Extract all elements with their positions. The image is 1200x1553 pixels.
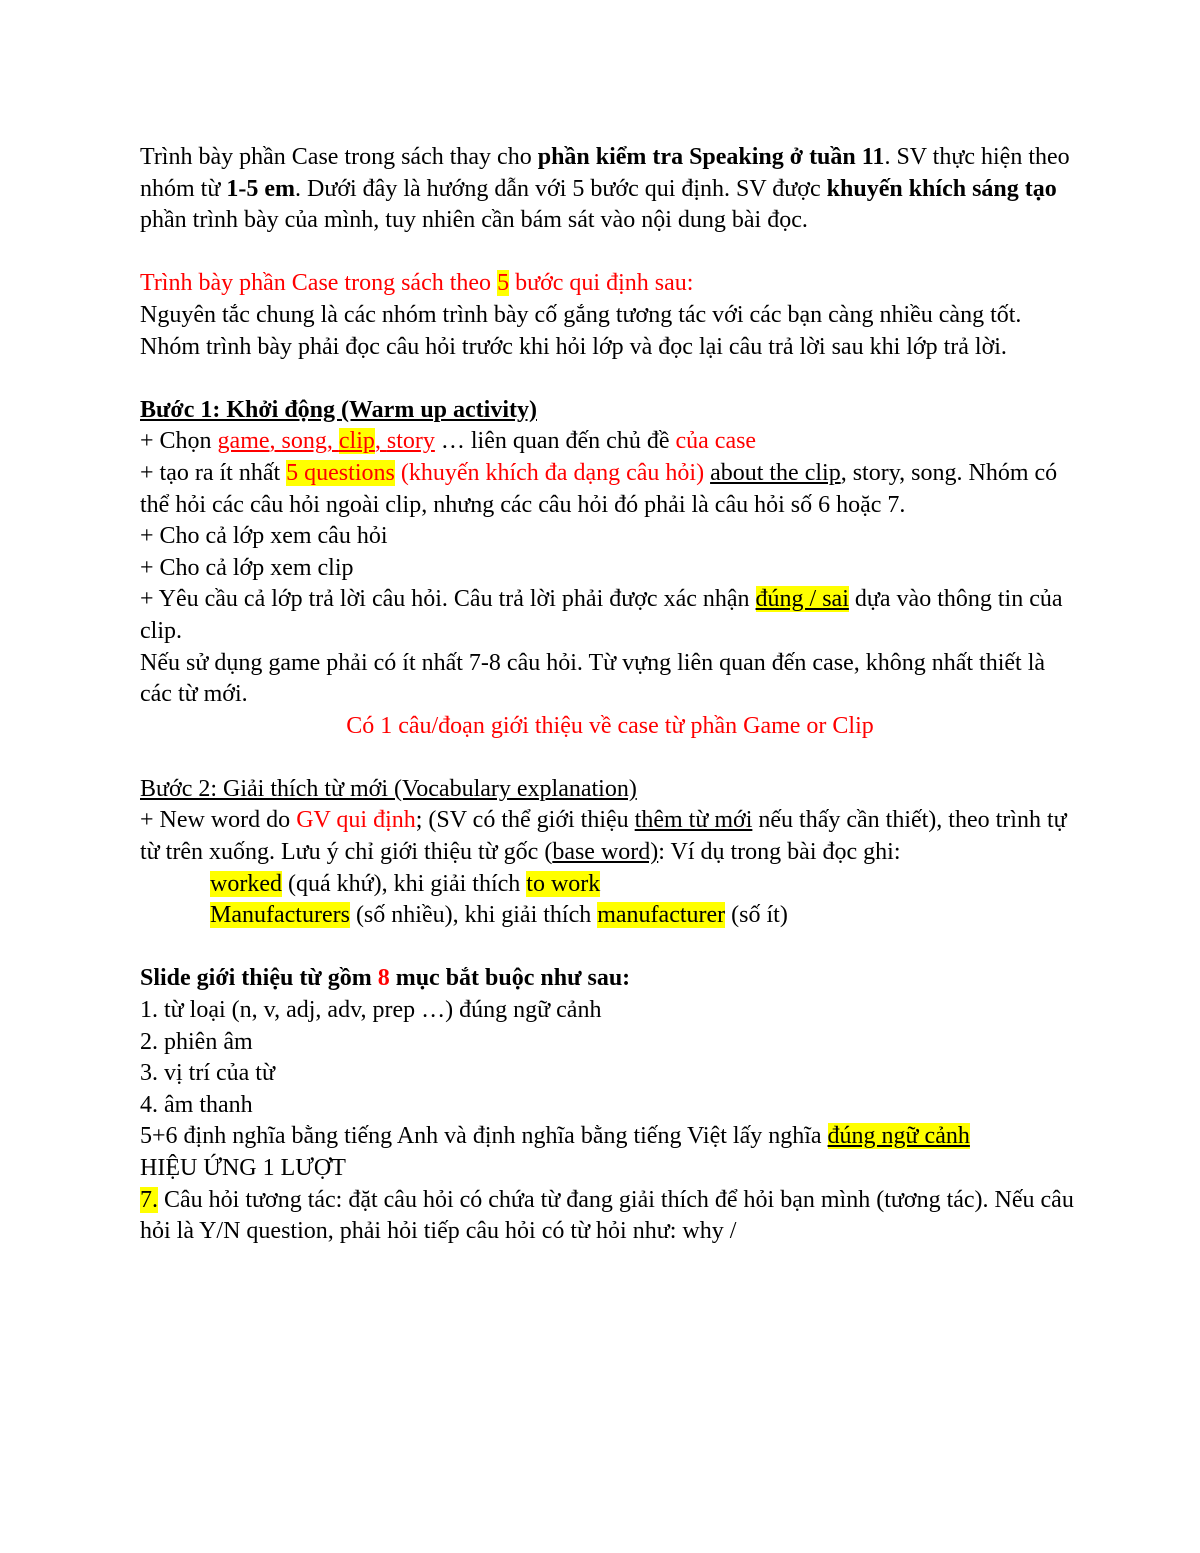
step1-line-show-clip: + Cho cả lớp xem clip: [140, 554, 354, 581]
step1-line-game: Nếu sử dụng game phải có ít nhất 7-8 câu hỏi. Từ vựng liên quan đến case, không nhất thiết là các từ mới.: [140, 649, 1046, 708]
intro-text: Trình bày phần Case trong sách thay cho: [140, 144, 538, 170]
text: ; (SV có thể giới thiệu: [415, 807, 635, 834]
intro-bold-creative: khuyến khích sáng tạo: [826, 175, 1057, 202]
text: + New word do: [140, 807, 297, 834]
spacer: [140, 742, 1080, 774]
text: Slide giới thiệu từ gồm: [140, 965, 378, 992]
example-base: manufacturer: [597, 902, 726, 929]
option-story: story: [386, 428, 435, 455]
intro-text: . Dưới đây là hướng dẫn với 5 bước qui định. SV được: [294, 175, 827, 202]
option-game: game: [217, 428, 270, 455]
intro-text: . SV thực hiện theo nhóm từ: [140, 144, 1070, 202]
item-7-number: 7.: [140, 1186, 158, 1213]
example-base: to work: [526, 870, 601, 897]
rule-heading-number: 5: [497, 270, 510, 297]
example-word: Manufacturers: [210, 902, 350, 929]
spacer: [140, 237, 1080, 269]
true-false: đúng / sai: [755, 586, 849, 613]
text: ,: [269, 428, 282, 455]
intro-bold-speaking: phần kiểm tra Speaking ở tuần 11: [537, 144, 885, 170]
step1-line-choose: [140, 426, 1080, 458]
five-questions: 5 questions: [286, 459, 395, 486]
intro-bold-group-size: 1-5 em: [226, 175, 295, 202]
rule-heading-text: bước qui định sau:: [509, 270, 694, 297]
option-clip: clip: [338, 428, 375, 455]
step1-heading: Bước 1: Khởi động (Warm up activity): [140, 396, 537, 423]
more-new-words: thêm từ mới: [634, 807, 753, 834]
slide-count: 8: [377, 965, 390, 992]
slide-item-7: [140, 1185, 1080, 1248]
slide-heading: [140, 963, 1080, 995]
text: + tạo ra ít nhất: [140, 459, 287, 486]
slide-item-2: 2. phiên âm: [140, 1028, 253, 1055]
step1-line-questions: [140, 458, 1080, 521]
step2-example-1: [140, 869, 1080, 901]
text: Câu hỏi tương tác: đặt câu hỏi có chứa từ đang giải thích để hỏi bạn mình (tương tác). Nếu câu hỏi là Y/N question, phải hỏi tiếp câu hỏi có từ hỏi như: why /: [140, 1186, 1074, 1245]
text: (số ít): [725, 902, 788, 929]
text: ,: [326, 428, 339, 455]
step2-heading: Bước 2: Giải thích từ mới (Vocabulary explanation): [140, 775, 637, 802]
rule-body: Nguyên tắc chung là các nhóm trình bày cố gắng tương tác với các bạn càng nhiều càng tốt. Nhóm trình bày phải đọc câu hỏi trước khi hỏi lớp và đọc lại câu trả lời sau khi lớp trả lời.: [140, 301, 1022, 360]
text: nếu thấy cần thiết), theo trình tự từ trên xuống. Lưu ý chỉ giới thiệu từ gốc (: [140, 807, 1067, 866]
base-word: base word): [552, 839, 659, 866]
text: : Ví dụ trong bài đọc ghi:: [658, 839, 901, 866]
example-word: worked: [210, 870, 282, 897]
spacer: [140, 932, 1080, 964]
intro-text: phần trình bày của mình, tuy nhiên cần bám sát vào nội dung bài đọc.: [140, 207, 808, 234]
text: + Yêu cầu cả lớp trả lời câu hỏi. Câu trả lời phải được xác nhận: [140, 586, 756, 613]
text: … liên quan đến chủ đề: [434, 428, 676, 455]
correct-context: đúng ngữ cảnh: [827, 1123, 970, 1150]
about-the-clip: about the clip: [710, 459, 841, 486]
text: mục bắt buộc như sau:: [389, 965, 631, 992]
slide-item-1: 1. từ loại (n, v, adj, adv, prep …) đúng ngữ cảnh: [140, 997, 602, 1024]
step2-example-2: [140, 900, 1080, 932]
slide-item-4: 4. âm thanh: [140, 1091, 253, 1118]
text: 5+6 định nghĩa bằng tiếng Anh và định nghĩa bằng tiếng Việt lấy nghĩa: [140, 1123, 828, 1150]
text-case: của case: [675, 428, 757, 455]
slide-effect: HIỆU ỨNG 1 LƯỢT: [140, 1155, 346, 1181]
intro-paragraph: [140, 142, 1080, 237]
slide-item-3: 3. vị trí của từ: [140, 1060, 275, 1087]
text: , story, song. Nhóm có thể hỏi các câu hỏi ngoài clip, nhưng các câu hỏi đó phải là câu hỏi số 6 hoặc 7.: [140, 459, 1058, 518]
slide-item-5-6: [140, 1121, 1080, 1153]
text: (quá khứ), khi giải thích: [281, 870, 527, 897]
text: dựa vào thông tin của clip.: [140, 586, 1063, 644]
step2-line-newword: [140, 805, 1080, 868]
rule-heading-text: Trình bày phần Case trong sách theo: [140, 270, 498, 297]
step1-line-answer: [140, 584, 1080, 647]
rule-heading: [140, 268, 1080, 300]
option-song: song: [281, 428, 327, 455]
step1-line-show-questions: + Cho cả lớp xem câu hỏi: [140, 523, 388, 550]
text-variety: (khuyến khích đa dạng câu hỏi): [394, 459, 705, 486]
spacer: [140, 363, 1080, 395]
text: (số nhiều), khi giải thích: [349, 902, 598, 929]
text: + Chọn: [140, 428, 218, 455]
text: ,: [374, 428, 387, 455]
step1-center-note: Có 1 câu/đoạn giới thiệu về case từ phần Game or Clip: [346, 712, 874, 739]
gv-rule: GV qui định: [296, 807, 416, 834]
